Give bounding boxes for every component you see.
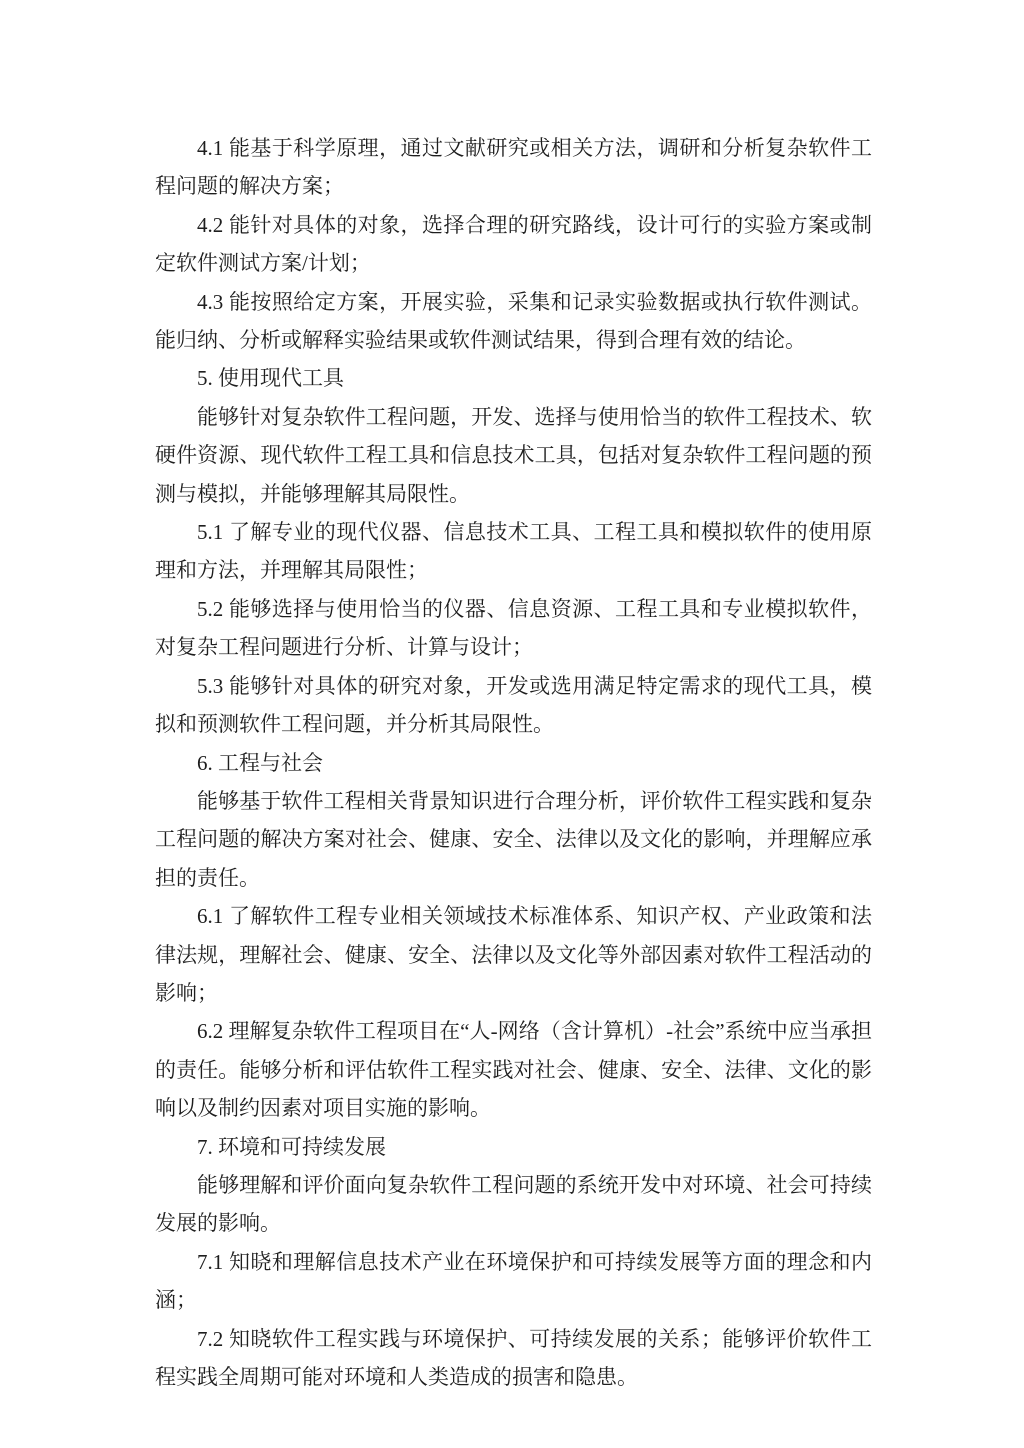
para-4-3: 4.3 能按照给定方案，开展实验，采集和记录实验数据或执行软件测试。能归纳、分析或解释实验结果或软件测试结果，得到合理有效的结论。 xyxy=(155,289,872,353)
para-7-1: 7.1 知晓和理解信息技术产业在环境保护和可持续发展等方面的理念和内涵； xyxy=(155,1249,872,1313)
para-7-intro: 能够理解和评价面向复杂软件工程问题的系统开发中对环境、社会可持续发展的影响。 xyxy=(155,1172,872,1236)
para-7-2: 7.2 知晓软件工程实践与环境保护、可持续发展的关系；能够评价软件工程实践全周期可能对环境和人类造成的损害和隐患。 xyxy=(155,1326,872,1389)
para-6-2: 6.2 理解复杂软件工程项目在“人-网络（含计算机）-社会”系统中应当承担的责任。能够分析和评估软件工程实践对社会、健康、安全、法律、文化的影响以及制约因素对项目实施的影响。 xyxy=(155,1019,872,1121)
heading-7: 7. 环境和可持续发展 xyxy=(197,1134,386,1159)
para-5-2: 5.2 能够选择与使用恰当的仪器、信息资源、工程工具和专业模拟软件，对复杂工程问题进行分析、计算与设计； xyxy=(155,596,872,660)
para-4-2: 4.2 能针对具体的对象，选择合理的研究路线，设计可行的实验方案或制定软件测试方案/计划； xyxy=(155,212,872,276)
para-6-intro: 能够基于软件工程相关背景知识进行合理分析，评价软件工程实践和复杂工程问题的解决方案对社会、健康、安全、法律以及文化的影响，并理解应承担的责任。 xyxy=(155,788,872,890)
para-4-1: 4.1 能基于科学原理，通过文献研究或相关方法，调研和分析复杂软件工程问题的解决方案； xyxy=(155,136,872,199)
para-5-1: 5.1 了解专业的现代仪器、信息技术工具、工程工具和模拟软件的使用原理和方法，并理解其局限性； xyxy=(155,520,872,583)
para-5-3: 5.3 能够针对具体的研究对象，开发或选用满足特定需求的现代工具，模拟和预测软件工程问题，并分析其局限性。 xyxy=(155,673,872,737)
para-5-intro: 能够针对复杂软件工程问题，开发、选择与使用恰当的软件工程技术、软硬件资源、现代软件工程工具和信息技术工具，包括对复杂软件工程问题的预测与模拟，并能够理解其局限性。 xyxy=(155,404,872,506)
heading-6: 6. 工程与社会 xyxy=(197,750,323,775)
heading-5: 5. 使用现代工具 xyxy=(197,366,344,391)
para-6-1: 6.1 了解软件工程专业相关领域技术标准体系、知识产权、产业政策和法律法规，理解社会、健康、安全、法律以及文化等外部因素对软件工程活动的影响； xyxy=(155,904,872,1005)
document-body xyxy=(155,129,872,1396)
